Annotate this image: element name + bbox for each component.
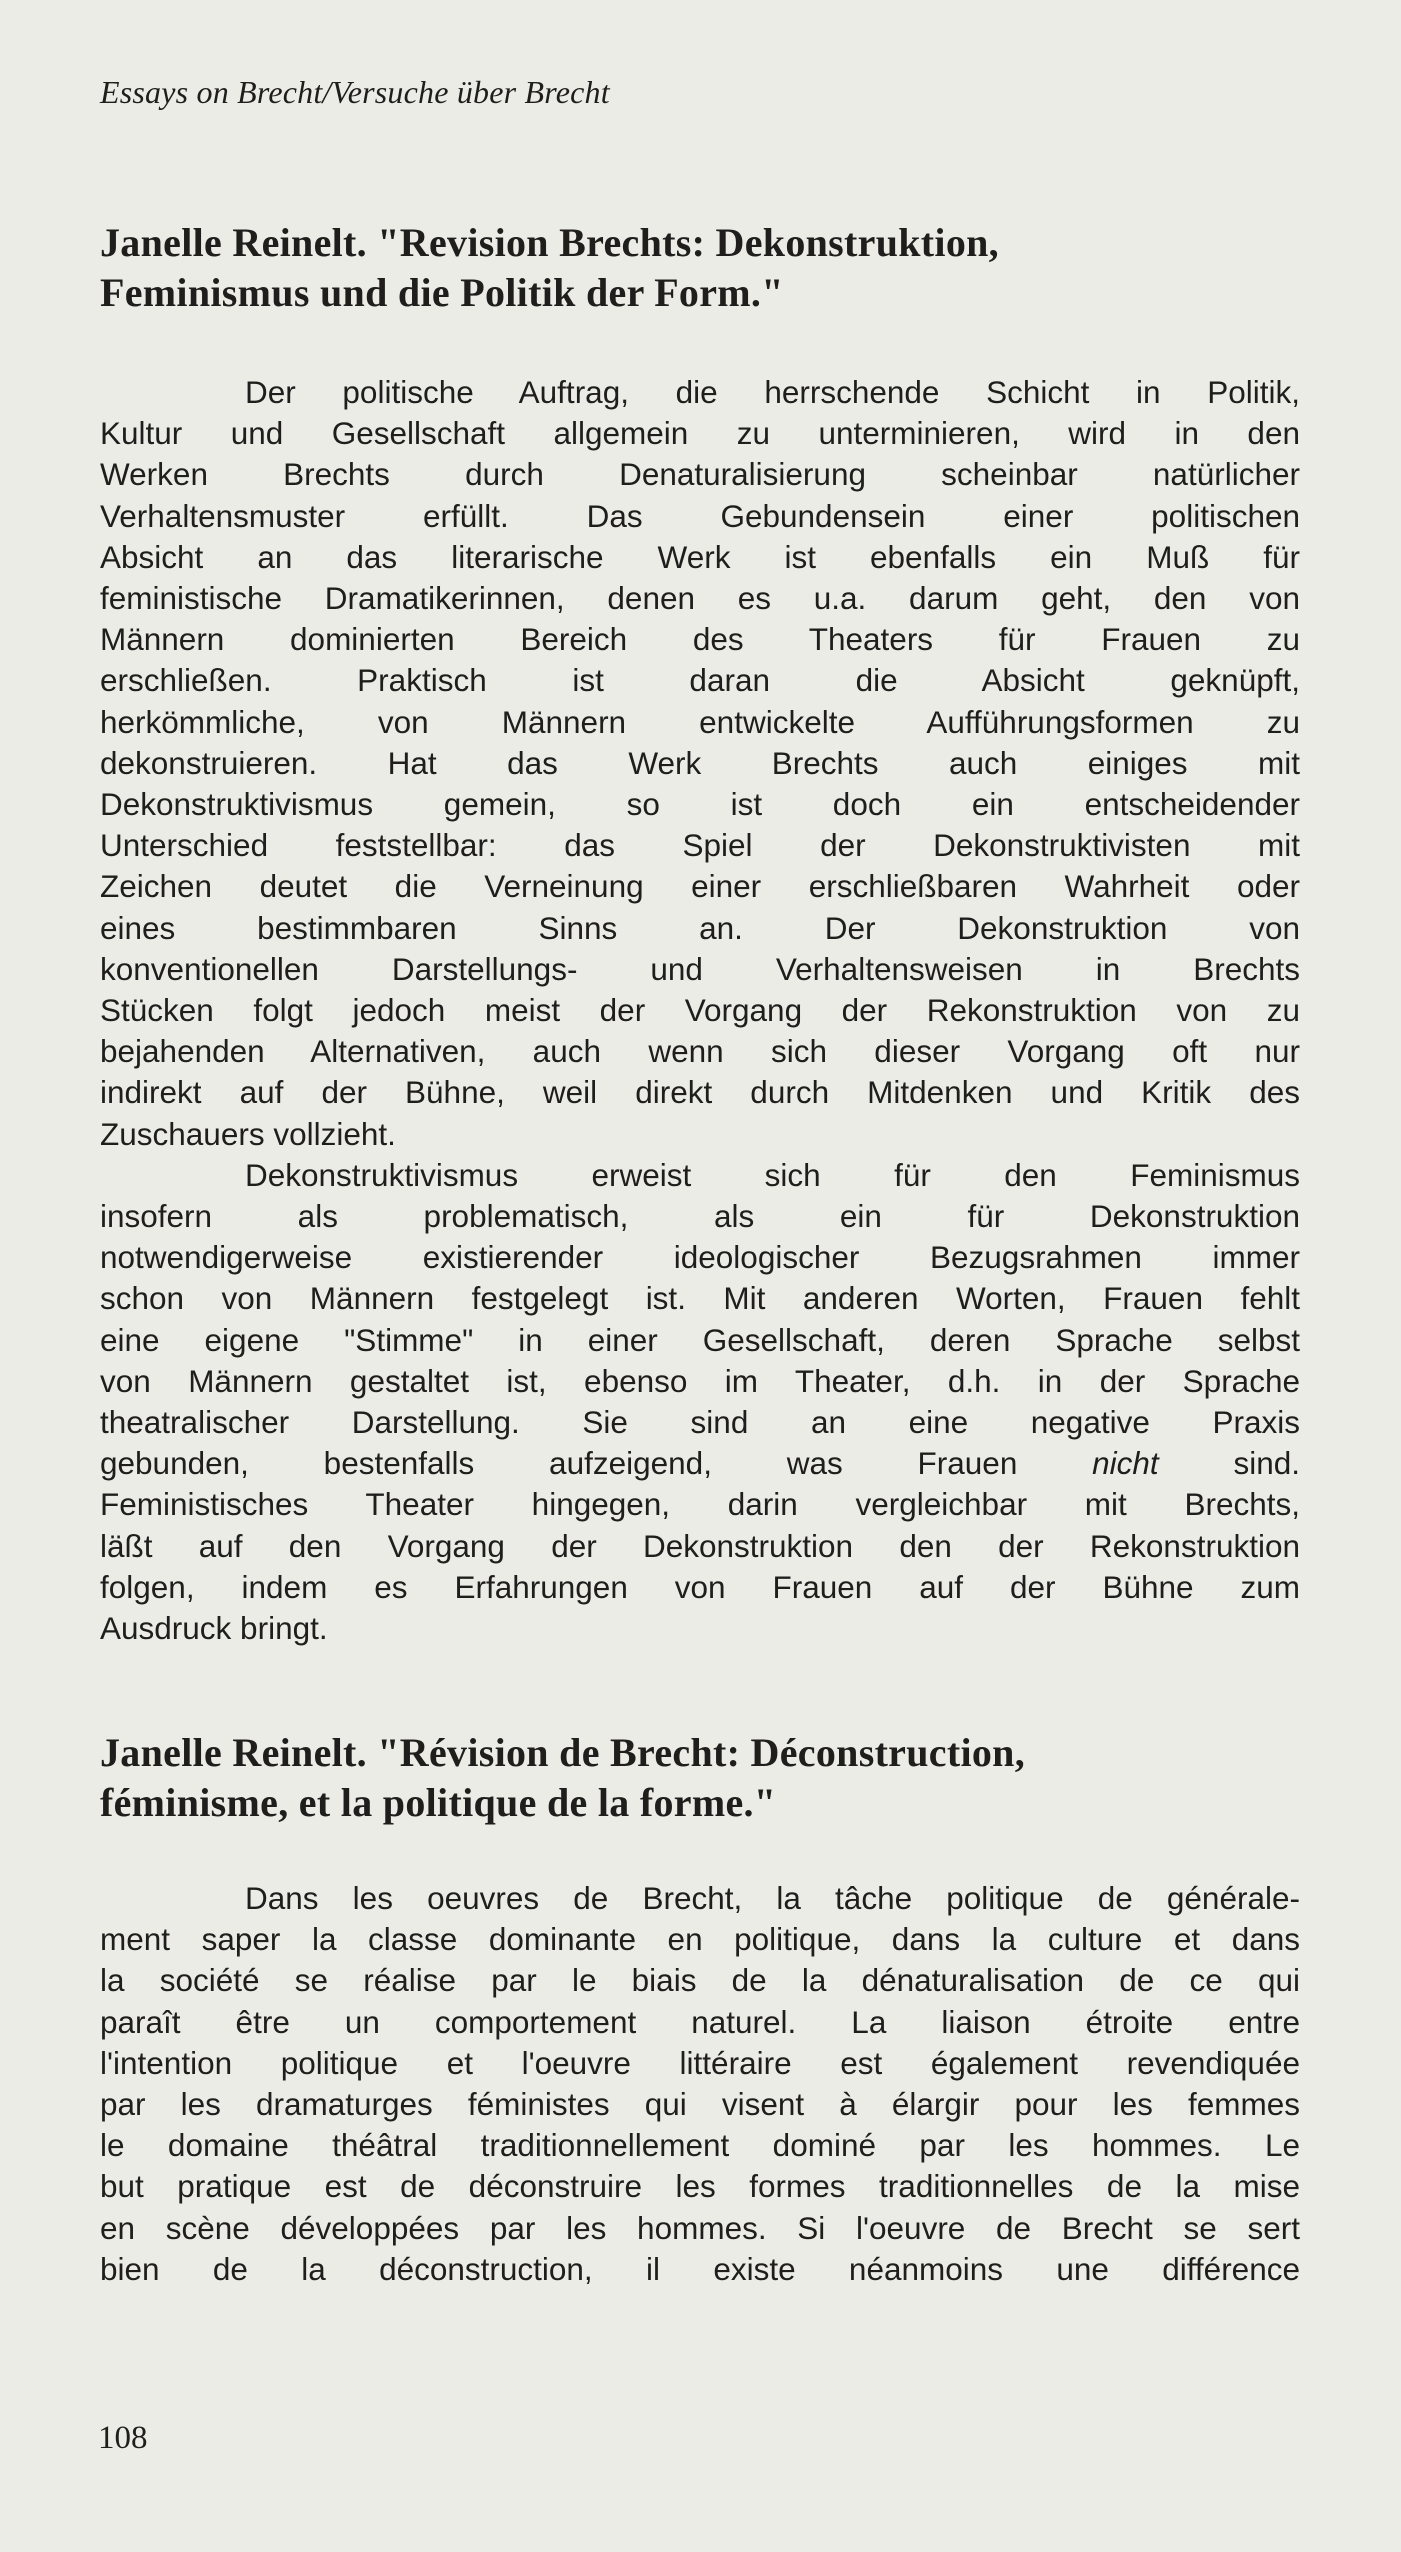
text-line: Männern dominierten Bereich des Theaters für Frauen zu: [100, 621, 1300, 658]
french-body: [100, 1878, 1300, 2290]
text-line: notwendigerweise existierender ideologischer Bezugsrahmen immer: [100, 1239, 1300, 1276]
text-line: Unterschied feststellbar: das Spiel der Dekonstruktivisten mit: [100, 827, 1300, 864]
text-line: theatralischer Darstellung. Sie sind an eine negative Praxis: [100, 1404, 1300, 1441]
german-heading-line: Janelle Reinelt. "Revision Brechts: Dekonstruktion,: [100, 220, 999, 265]
text-line: en scène développées par les hommes. Si l'oeuvre de Brecht se sert: [100, 2209, 1300, 2246]
text-line: ment saper la classe dominante en politique, dans la culture et dans: [100, 1921, 1300, 1958]
text-line: konventionellen Darstellungs- und Verhaltensweisen in Brechts: [100, 950, 1300, 987]
text-line: [100, 1443, 1300, 1484]
french-heading: [100, 1728, 1300, 1828]
text-line: but pratique est de déconstruire les formes traditionnelles de la mise: [100, 2168, 1300, 2205]
text-line: feministische Dramatikerinnen, denen es u.a. darum geht, den von: [100, 580, 1300, 617]
text-fragment: sind.: [1158, 1445, 1300, 1482]
text-line: Zuschauers vollzieht.: [100, 1115, 396, 1152]
text-line: Ausdruck bringt.: [100, 1610, 328, 1647]
text-line: bien de la déconstruction, il existe néanmoins une différence: [100, 2250, 1300, 2287]
text-line: erschließen. Praktisch ist daran die Absicht geknüpft,: [100, 662, 1300, 699]
german-heading: [100, 218, 1300, 318]
text-line: Absicht an das literarische Werk ist ebenfalls ein Muß für: [100, 538, 1300, 575]
text-line: la société se réalise par le biais de la dénaturalisation de ce qui: [100, 1962, 1300, 1999]
text-line: Verhaltensmuster erfüllt. Das Gebundensein einer politischen: [100, 497, 1300, 534]
text-line: insofern als problematisch, als ein für Dekonstruktion: [100, 1198, 1300, 1235]
text-line: Stücken folgt jedoch meist der Vorgang der Rekonstruktion von zu: [100, 992, 1300, 1029]
text-line: läßt auf den Vorgang der Dekonstruktion den der Rekonstruktion: [100, 1527, 1300, 1564]
german-body: [100, 372, 1300, 1649]
text-line: Dans les oeuvres de Brecht, la tâche politique de générale-: [245, 1880, 1300, 1916]
text-line: paraît être un comportement naturel. La liaison étroite entre: [100, 2003, 1300, 2040]
emphasis: nicht: [1092, 1445, 1159, 1482]
french-heading-line: Janelle Reinelt. "Révision de Brecht: Déconstruction,: [100, 1730, 1026, 1775]
running-head: Essays on Brecht/Versuche über Brecht: [100, 74, 610, 110]
text-fragment: gebunden, bestenfalls aufzeigend, was Frauen: [100, 1445, 1093, 1482]
text-line: par les dramaturges féministes qui visent à élargir pour les femmes: [100, 2086, 1300, 2123]
text-line: Dekonstruktivismus gemein, so ist doch ein entscheidender: [100, 786, 1300, 823]
text-line: dekonstruieren. Hat das Werk Brechts auch einiges mit: [100, 744, 1300, 781]
text-line: le domaine théâtral traditionnellement dominé par les hommes. Le: [100, 2127, 1300, 2164]
text-line: Feministisches Theater hingegen, darin vergleichbar mit Brechts,: [100, 1486, 1300, 1523]
text-line: Dekonstruktivismus erweist sich für den Feminismus: [245, 1156, 1300, 1193]
french-heading-line: féminisme, et la politique de la forme.": [100, 1780, 777, 1825]
text-line: Der politische Auftrag, die herrschende Schicht in Politik,: [245, 374, 1300, 410]
text-line: Kultur und Gesellschaft allgemein zu unterminieren, wird in den: [100, 415, 1300, 452]
text-line: l'intention politique et l'oeuvre littéraire est également revendiquée: [100, 2044, 1300, 2081]
text-line: Werken Brechts durch Denaturalisierung scheinbar natürlicher: [100, 456, 1300, 493]
text-line: von Männern gestaltet ist, ebenso im Theater, d.h. in der Sprache: [100, 1362, 1300, 1399]
text-line: indirekt auf der Bühne, weil direkt durch Mitdenken und Kritik des: [100, 1074, 1300, 1111]
text-line: schon von Männern festgelegt ist. Mit anderen Worten, Frauen fehlt: [100, 1280, 1300, 1317]
text-line: folgen, indem es Erfahrungen von Frauen auf der Bühne zum: [100, 1568, 1300, 1605]
german-heading-line: Feminismus und die Politik der Form.": [100, 270, 784, 315]
text-line: eine eigene "Stimme" in einer Gesellschaft, deren Sprache selbst: [100, 1321, 1300, 1358]
text-line: bejahenden Alternativen, auch wenn sich dieser Vorgang oft nur: [100, 1033, 1300, 1070]
german-abstract: [100, 218, 1300, 1649]
french-abstract: [100, 1728, 1300, 2290]
text-line: Zeichen deutet die Verneinung einer erschließbaren Wahrheit oder: [100, 868, 1300, 905]
text-line: herkömmliche, von Männern entwickelte Aufführungsformen zu: [100, 703, 1300, 740]
text-line: eines bestimmbaren Sinns an. Der Dekonstruktion von: [100, 909, 1300, 946]
page-number: 108: [98, 2420, 148, 2456]
